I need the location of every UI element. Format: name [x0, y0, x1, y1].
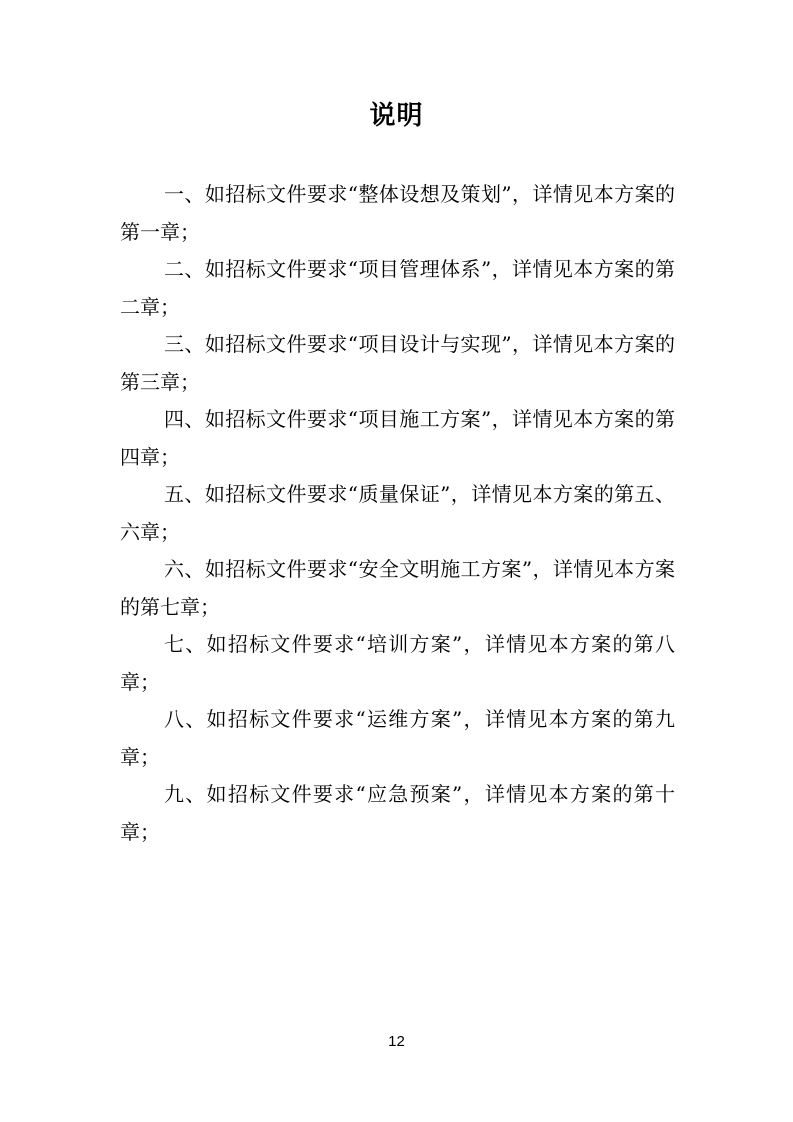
- paragraph-9: 九、如招标文件要求“应急预案”，详情见本方案的第十章；: [120, 782, 675, 844]
- page-number: 12: [388, 1033, 405, 1050]
- paragraph-3: 三、如招标文件要求“项目设计与实现”，详情见本方案的第三章；: [120, 332, 675, 394]
- document-body: [120, 176, 675, 851]
- paragraph-6: 六、如招标文件要求“安全文明施工方案”，详情见本方案的第七章；: [120, 557, 675, 619]
- page-title: 说明: [369, 101, 424, 131]
- paragraph-8: 八、如招标文件要求“运维方案”，详情见本方案的第九章；: [120, 707, 675, 769]
- paragraph-5: 五、如招标文件要求“质量保证”，详情见本方案的第五、六章；: [120, 482, 675, 544]
- paragraph-4: 四、如招标文件要求“项目施工方案”，详情见本方案的第四章；: [120, 407, 675, 469]
- paragraph-7: 七、如招标文件要求“培训方案”，详情见本方案的第八章；: [120, 632, 675, 694]
- paragraph-1: 一、如招标文件要求“整体设想及策划”，详情见本方案的第一章；: [120, 182, 675, 244]
- paragraph-2: 二、如招标文件要求“项目管理体系”，详情见本方案的第二章；: [120, 257, 675, 319]
